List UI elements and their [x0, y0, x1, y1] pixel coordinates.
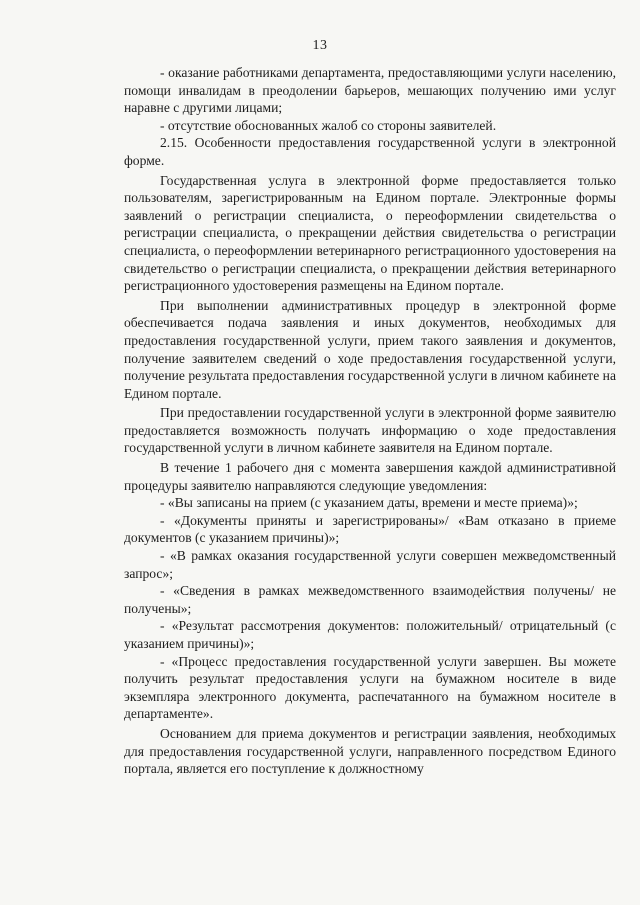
section-heading: 2.15. Особенности предоставления государственной услуги в электронной форме. — [124, 135, 616, 168]
paragraph: В течение 1 рабочего дня с момента завершения каждой административной процедуры заявителю направляются следующие уведомления: — [124, 460, 616, 493]
list-item: - «Сведения в рамках межведомственного взаимодействия получены/ не получены»; — [124, 583, 616, 616]
paragraph: При выполнении административных процедур в электронной форме обеспечивается подача заявления и иных документов, необходимых для предоставления государственной услуги, прием такого заявления и документов, получение заявителем сведений о ходе предоставления государственной услуги, получение результата предоставления государственной услуги в личном кабинете на Едином портале. — [124, 297, 616, 401]
list-item: - «Документы приняты и зарегистрированы»/ «Вам отказано в приеме документов (с указанием причины)»; — [124, 512, 616, 546]
list-item: - «Процесс предоставления государственной услуги завершен. Вы можете получить результат предоставления услуги на бумажном носителе в виде экземпляра электронного документа, распечатанного на бумажном носителе в департаменте». — [124, 653, 616, 722]
document-body — [124, 64, 616, 778]
paragraph: - оказание работниками департамента, предоставляющими услуги населению, помощи инвалидам в преодолении барьеров, мешающих получению ими услуг наравне с другими лицами; — [124, 65, 616, 116]
paragraph: - отсутствие обоснованных жалоб со стороны заявителей. — [160, 117, 497, 133]
list-item: - «В рамках оказания государственной услуги совершен межведомственный запрос»; — [124, 548, 616, 581]
paragraph: Основанием для приема документов и регистрации заявления, необходимых для предоставления государственной услуги, направленного посредством Единого портала, является его поступление к должностному — [124, 725, 616, 777]
paragraph: При предоставлении государственной услуги в электронной форме заявителю предоставляется возможность получать информацию о ходе предоставления государственной услуги в личном кабинете заявителя на Едином портале. — [124, 405, 616, 456]
list-item: - «Результат рассмотрения документов: положительный/ отрицательный (с указанием причины)»; — [124, 618, 616, 651]
page-number: 13 — [312, 38, 328, 53]
paragraph: Государственная услуга в электронной форме предоставляется только пользователям, зарегистрированным на Едином портале. Электронные формы заявлений о регистрации специалиста, о переоформлении свидетельства о регистрации специалиста, о прекращении действия свидетельства о регистрации специалиста, о переоформлении ветеринарного регистрационного удостоверения на свидетельство о регистрации специалиста, о прекращении действия ветеринарного регистрационного удостоверения размещены на Едином портале. — [124, 172, 616, 294]
list-item: - «Вы записаны на прием (с указанием даты, времени и месте приема)»; — [160, 495, 578, 511]
